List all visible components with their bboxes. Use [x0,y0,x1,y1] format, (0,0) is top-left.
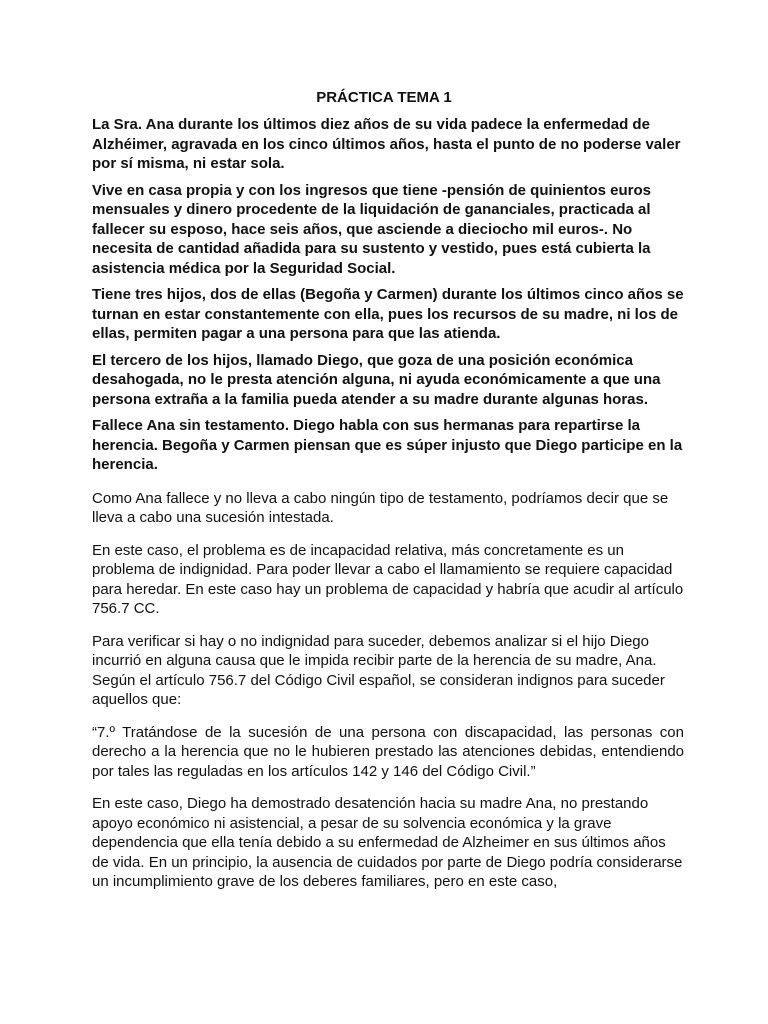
statement-paragraph-4: El tercero de los hijos, llamado Diego, que goza de una posición económica desahogada, no le presta atención alguna, ni ayuda económicamente a que una persona extraña a la familia pueda atender a su madre durante algunas horas. [92,351,661,408]
statement-paragraph-5: Fallece Ana sin testamento. Diego habla con sus hermanas para repartirse la herencia. Begoña y Carmen piensan que es súper injusto que Diego participe en la herencia. [92,417,683,473]
page-title: PRÁCTICA TEMA 1 [316,89,452,106]
statement-paragraph-3: Tiene tres hijos, dos de ellas (Begoña y Carmen) durante los últimos cinco años se turnan en estar constantemente con ella, pues los recursos de su madre, ni los de ellas, permiten pagar a una persona para que las atienda. [92,286,684,342]
legal-quote: “7.º Tratándose de la sucesión de una persona con discapacidad, las personas con derecho a la herencia que no le hubieren prestado las atenciones debidas, entendiendo por tales las reguladas en los artículos 142 y 146 del Código Civil.” [92,723,684,780]
answer-paragraph-2: En este caso, el problema es de incapacidad relativa, más concretamente es un problema de indignidad. Para poder llevar a cabo el llamamiento se requiere capacidad para heredar. En este caso hay un problema de capacidad y habría que acudir al artículo 756.7 CC. [92,541,684,617]
answer-paragraph-1: Como Ana fallece y no lleva a cabo ningún tipo de testamento, podríamos decir que se lleva a cabo una sucesión intestada. [92,489,669,526]
document-body [92,115,684,892]
statement-paragraph-2: Vive en casa propia y con los ingresos que tiene -pensión de quinientos euros mensuales y dinero procedente de la liquidación de gananciales, practicada al fallecer su esposo, hace seis años, que asciende a dieciocho mil euros-. No necesita de cantidad añadida para su sustento y vestido, pues está cubierta la asistencia médica por la Seguridad Social. [92,181,652,277]
answer-paragraph-5: En este caso, Diego ha demostrado desatención hacia su madre Ana, no prestando apoyo económico ni asistencial, a pesar de su solvencia económica y la grave dependencia que ella tenía debido a su enfermedad de Alzheimer en sus últimos años de vida. En un principio, la ausencia de cuidados por parte de Diego podría considerarse un incumplimiento grave de los deberes familiares, pero en este caso, [92,795,683,890]
statement-paragraph-1: La Sra. Ana durante los últimos diez años de su vida padece la enfermedad de Alzhéimer, agravada en los cinco últimos años, hasta el punto de no poderse valer por sí misma, ni estar sola. [92,116,681,172]
answer-paragraph-3: Para verificar si hay o no indignidad para suceder, debemos analizar si el hijo Diego incurrió en alguna causa que le impida recibir parte de la herencia de su madre, Ana. Según el artículo 756.7 del Código Civil español, se consideran indignos para suceder aquellos que: [92,632,665,708]
